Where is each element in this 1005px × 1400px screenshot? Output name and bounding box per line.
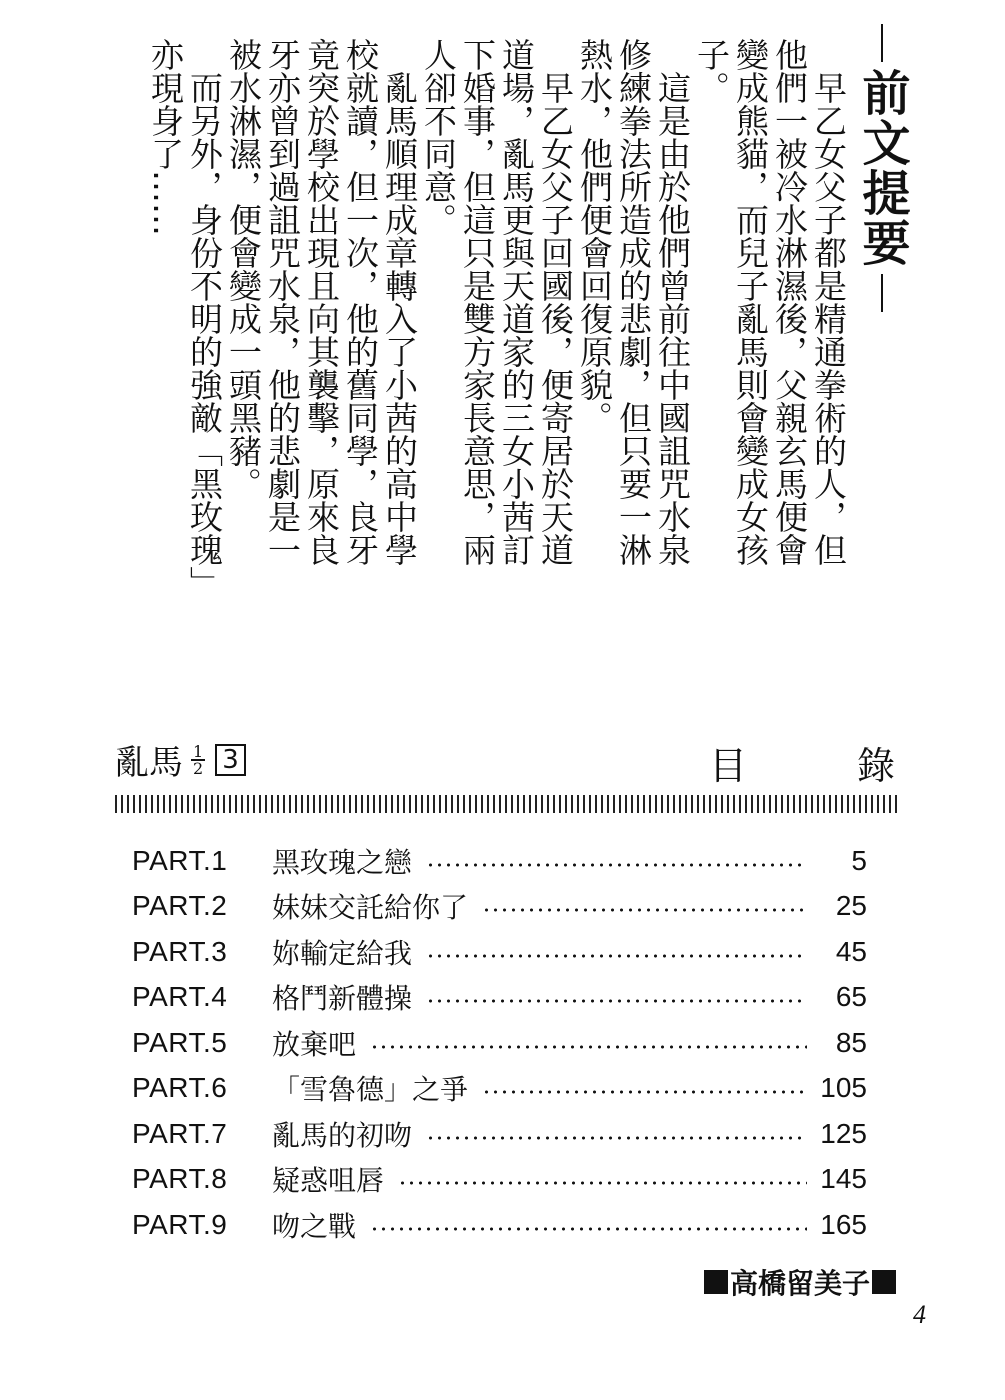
heading-dash-bottom	[881, 274, 883, 312]
toc-entry-1[interactable]	[132, 838, 867, 884]
synopsis-heading	[854, 18, 910, 318]
toc-title: 目錄	[708, 744, 1005, 788]
toc-part-label: PART.7	[132, 1117, 228, 1149]
toc-entry-8[interactable]	[132, 1157, 867, 1203]
toc-part-label: PART.6	[132, 1072, 228, 1104]
toc-page-number: 85	[835, 1026, 867, 1058]
toc-entry-5[interactable]	[132, 1020, 867, 1066]
volume-number: 3	[215, 744, 246, 776]
toc-page-number: 145	[820, 1163, 867, 1195]
toc-entry-2[interactable]	[132, 884, 867, 930]
synopsis-paragraph: 這是由於他們曾前往中國詛咒水泉修練拳法所造成的悲劇，但只要一淋熱水，他們便會回復原貌。	[575, 38, 692, 566]
toc-page-number: 105	[820, 1072, 867, 1104]
heading-dash-top	[881, 24, 883, 62]
toc-part-label: PART.5	[132, 1026, 228, 1058]
toc-page-number: 25	[835, 890, 867, 922]
toc-entry-4[interactable]	[132, 975, 867, 1021]
dot-leader	[426, 863, 807, 867]
toc-part-label: PART.8	[132, 1163, 228, 1195]
toc-chapter-title: 亂馬的初吻	[272, 1118, 413, 1152]
synopsis-paragraph: 早乙女父子都是精通拳術的人，但他們一被冷水淋濕後，父親玄馬便會變成熊貓，而兒子亂馬則會變成女孩子。	[692, 38, 848, 566]
toc-page-number: 65	[835, 981, 867, 1013]
toc-entry-9[interactable]	[132, 1202, 867, 1248]
dot-leader	[482, 1090, 807, 1094]
dot-leader	[426, 954, 807, 958]
toc-chapter-title: 妹妹交託給你了	[272, 891, 469, 925]
dot-leader	[482, 908, 807, 912]
toc-entry-6[interactable]	[132, 1066, 867, 1112]
dot-leader	[426, 1136, 807, 1140]
toc-chapter-title: 放棄吧	[272, 1027, 357, 1061]
toc-list	[132, 838, 867, 1248]
black-square-icon	[872, 1270, 896, 1294]
toc-part-label: PART.3	[132, 935, 228, 967]
toc-chapter-title: 格鬥新體操	[272, 982, 413, 1016]
toc-chapter-title: 「雪魯德」之爭	[272, 1073, 469, 1107]
dot-leader	[398, 1181, 807, 1185]
fraction-numerator: 1	[193, 741, 204, 761]
synopsis-paragraph: 亂馬順理成章轉入了小茜的高中學校就讀，但一次，他的舊同學，良牙竟突於學校出現且向其襲擊，原來良牙亦曾到過詛咒水泉，他的悲劇是一被水淋濕，便會變成一頭黑豬。	[224, 38, 419, 566]
synopsis-section	[95, 18, 910, 618]
synopsis-heading-text: 前文提要	[854, 68, 910, 268]
toc-part-label: PART.2	[132, 890, 228, 922]
toc-chapter-title: 疑惑咀唇	[272, 1164, 385, 1198]
fraction-denominator: 2	[193, 758, 204, 778]
toc-page-number: 165	[820, 1208, 867, 1240]
series-fraction	[191, 741, 205, 778]
black-square-icon	[704, 1270, 728, 1294]
dot-leader	[426, 999, 807, 1003]
toc-page-number: 5	[851, 844, 867, 876]
synopsis-body	[146, 38, 848, 598]
dot-leader	[370, 1227, 807, 1231]
dot-leader	[370, 1045, 807, 1049]
toc-header	[115, 735, 1005, 788]
toc-entry-3[interactable]	[132, 929, 867, 975]
toc-chapter-title: 妳輸定給我	[272, 936, 413, 970]
page-folio: 4	[913, 1300, 926, 1329]
toc-part-label: PART.1	[132, 844, 228, 876]
author-name: 高橋留美子	[729, 1267, 870, 1300]
hatched-divider	[115, 795, 897, 813]
toc-part-label: PART.4	[132, 981, 228, 1013]
series-title	[115, 735, 246, 784]
synopsis-paragraph: 早乙女父子回國後，便寄居於天道道場，亂馬更與天道家的三女小茜訂下婚事，但這只是雙方家長意思，兩人卻不同意。	[419, 38, 575, 566]
toc-page-number: 45	[835, 935, 867, 967]
toc-chapter-title: 吻之戰	[272, 1209, 357, 1243]
toc-entry-7[interactable]	[132, 1111, 867, 1157]
series-name: 亂馬	[115, 743, 183, 783]
toc-part-label: PART.9	[132, 1208, 228, 1240]
toc-chapter-title: 黑玫瑰之戀	[272, 845, 413, 879]
synopsis-paragraph: 而另外，身份不明的強敵「黑玫瑰」亦現身了……	[146, 38, 224, 583]
toc-page-number: 125	[820, 1117, 867, 1149]
author-credit	[702, 1262, 898, 1302]
